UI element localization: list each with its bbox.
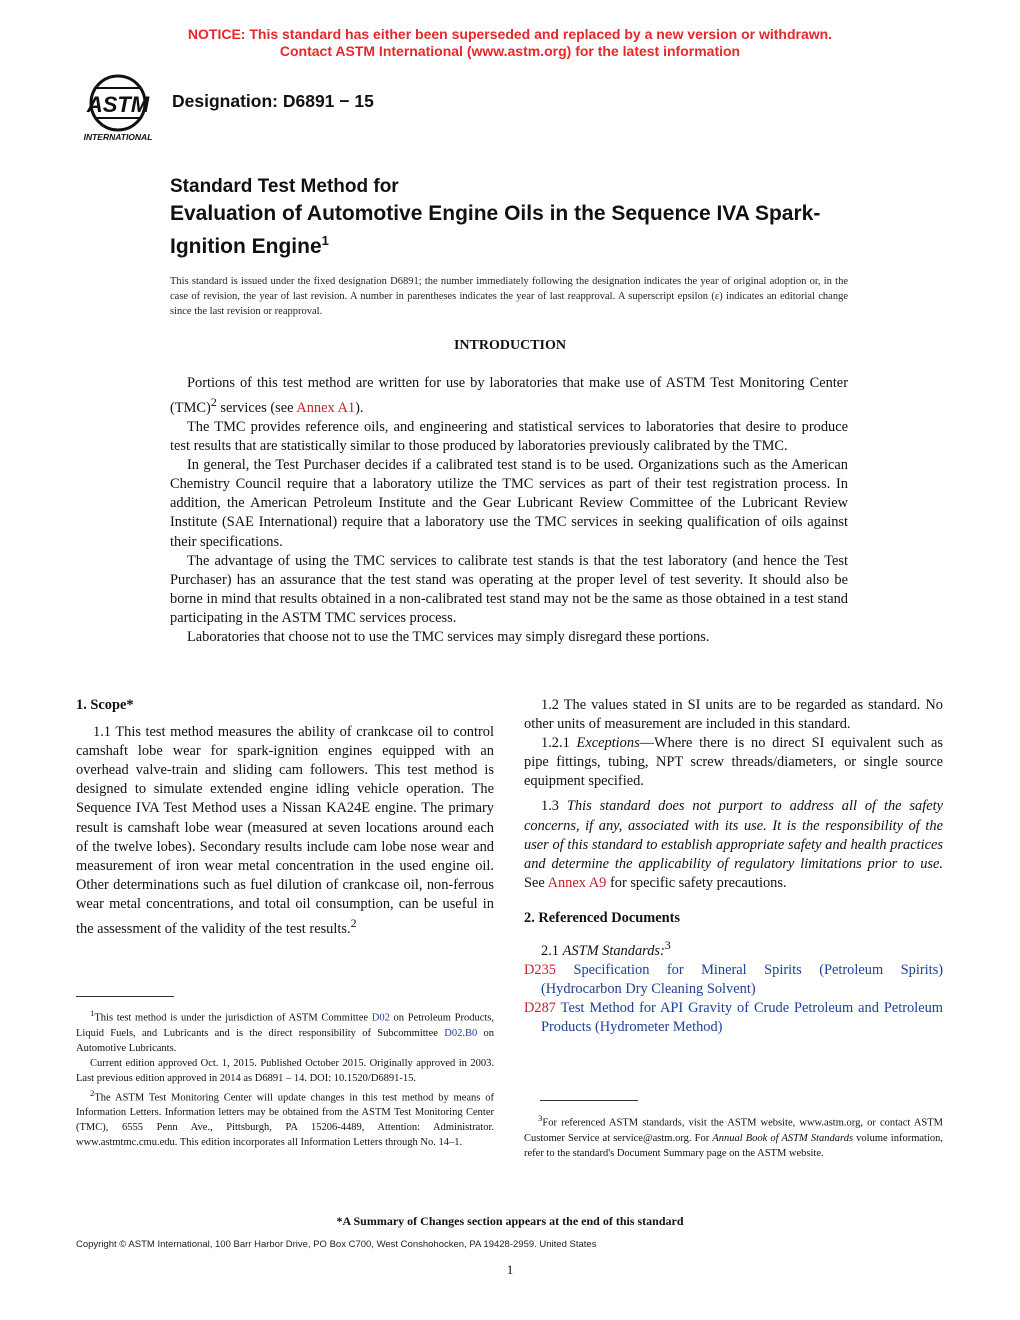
footnotes-left: [76, 1006, 494, 1150]
footnote-1-text-2: on Petroleum Products, Liquid Fuels, and Lubricants and is the direct responsibility of Subcommittee: [76, 1012, 494, 1039]
section-1-3: [524, 797, 943, 892]
footnote-3-marker: 3: [538, 1113, 543, 1123]
section-1-2: 1.2 The values stated in SI units are to be regarded as standard. No other units of measurement are included in this standard.: [524, 697, 943, 733]
section-1-1: [76, 723, 494, 939]
intro-paragraph: In general, the Test Purchaser decides if a calibrated test stand is to be used. Organizations such as the American Chemistry Council require that a laboratory utilize the TMC services as part of their test registration process. In addition, the American Petroleum Institute and the Gear Lubricant Review Committee of the Lubricant Review Institute (SAE International) require that a laboratory use the TMC services in seeking qualification of oils against their specifications.: [170, 457, 848, 550]
logo-text: ASTM: [86, 92, 150, 117]
footnote-divider: [540, 1100, 638, 1101]
intro-paragraph: The advantage of using the TMC services to calibrate test stands is that the test laboratory (and hence the Test Purchaser) has an assurance that the test stand was operating at the proper level of test severity. It should also be borne in mind that results obtained in a non-calibrated test stand may not be the same as those obtained in a test stand participating in the ASTM TMC services process.: [170, 552, 848, 626]
introduction-body: [170, 374, 848, 647]
footnote-ref-3[interactable]: 3: [664, 938, 671, 953]
copyright-line: Copyright © ASTM International, 100 Barr Harbor Drive, PO Box C700, West Conshohocken, PA 19428-2959. United States: [76, 1239, 597, 1250]
footnote-3-text: For referenced ASTM standards, visit the ASTM website, www.astm.org, or contact ASTM Customer Service at service@astm.org. For: [524, 1117, 943, 1144]
section-1-3-text-2: for specific safety precautions.: [606, 874, 787, 891]
intro-paragraph: The TMC provides reference oils, and engineering and statistical services to laboratories that desire to produce test results that are statistically similar to those produced by laboratories previously calibrated by the TMC.: [170, 418, 848, 455]
subcommittee-d02-b0-link[interactable]: D02.B0: [444, 1027, 478, 1039]
annual-book-title: Annual Book of ASTM Standards: [712, 1132, 854, 1144]
footnote-3-text-2: volume information, refer to the standard's Document Summary page on the ASTM website.: [524, 1132, 943, 1159]
section-1-3-text: See: [524, 874, 548, 891]
withdrawal-notice: [0, 26, 1020, 60]
title-text: Evaluation of Automotive Engine Oils in the Sequence IVA Spark-Ignition Engine: [170, 202, 821, 258]
footnote-1: [76, 1006, 494, 1056]
title-footnote-ref[interactable]: 1: [321, 233, 329, 248]
summary-of-changes-note: *A Summary of Changes section appears at the end of this standard: [336, 1214, 684, 1228]
reference-title[interactable]: Test Method for API Gravity of Crude Petroleum and Petroleum Products (Hydrometer Method): [541, 1000, 943, 1036]
footnote-2-text: The ASTM Test Monitoring Center will update changes in this test method by means of Information Letters. Information letters may be obtained from the ASTM Test Monitoring Center (TMC), 6555 Penn Ave., Pittsburgh, PA 15206-4489, Attention: Administrator. www.astmtmc.cmu.edu. This edition incorporates all Information Letters through No. 14–1.: [76, 1092, 494, 1148]
title-line-1: Standard Test Method for: [170, 176, 399, 197]
introduction-heading: INTRODUCTION: [453, 338, 566, 353]
intro-paragraph: Laboratories that choose not to use the TMC services may simply disregard these portions.: [187, 629, 710, 646]
left-column: [76, 696, 494, 939]
footnote-1-text: This test method is under the jurisdiction of ASTM Committee: [94, 1012, 372, 1024]
footnote-1-edition: Current edition approved Oct. 1, 2015. Published October 2015. Originally approved in 2003. Last previous edition approved in 2014 as D6891 – 14. DOI: 10.1520/D6891-15.: [76, 1057, 494, 1084]
referenced-documents-heading: 2. Referenced Documents: [524, 909, 680, 926]
astm-logo: [74, 72, 164, 144]
notice-line-2: Contact ASTM International (www.astm.org) for the latest information: [279, 43, 741, 59]
intro-p1-text-2: services (see: [216, 399, 297, 416]
annex-a1-link[interactable]: Annex A1: [296, 399, 356, 416]
page-number: 1: [506, 1262, 514, 1277]
section-1-2-1: [524, 734, 943, 791]
notice-line-1: NOTICE: This standard has either been superseded and replaced by a new version or withdrawn.: [187, 26, 833, 42]
footnote-divider: [76, 996, 174, 997]
footnote-1-marker: 1: [90, 1008, 95, 1018]
committee-d02-link[interactable]: D02: [371, 1012, 390, 1024]
designation: Designation: D6891 − 15: [172, 91, 374, 111]
title-line-2: [170, 200, 870, 260]
logo-subtext: INTERNATIONAL: [83, 132, 153, 142]
section-1-1-text: 1.1 This test method measures the ability of crankcase oil to control camshaft lobe wear for spark-ignition engines equipped with an overhead valve-train and sliding cam followers. This test method is designed to simulate extended engine idling vehicle operation. The Sequence IVA Test Method uses a Nissan KA24E engine. The primary result is camshaft lobe wear (measured at seven locations around each of the twelve lobes). Secondary results include cam lobe nose wear and measurement of iron wear metal concentration in the used engine oil. Other determinations such as fuel dilution of crankcase oil, non-ferrous wear metal concentrations, and total oil consumption, can be useful in the assessment of the validity of the test results.: [76, 724, 494, 937]
section-1-3-number: 1.3: [541, 798, 567, 815]
section-1-2-1-number: 1.2.1: [541, 735, 577, 752]
right-column: [524, 696, 943, 1037]
reference-code[interactable]: D235: [524, 961, 556, 978]
footnote-ref-2[interactable]: 2: [350, 916, 357, 931]
reference-code[interactable]: D287: [524, 1000, 556, 1017]
footnote-2-marker: 2: [90, 1087, 95, 1098]
footnotes-right: [524, 1111, 943, 1161]
exceptions-label: Exceptions: [576, 735, 640, 752]
section-2-1-number: 2.1: [541, 942, 563, 959]
footnote-3: [524, 1111, 943, 1161]
section-1-2-1-text: —Where there is no direct SI equivalent such as pipe fittings, tubing, NPT screw threads/diameters, or single source equipment specified.: [524, 735, 943, 790]
reference-list: [524, 961, 943, 1037]
footnote-ref-2[interactable]: 2: [210, 395, 217, 410]
astm-standards-label: ASTM Standards:: [562, 942, 665, 959]
intro-p1-text: Portions of this test method are written for use by laboratories that make use of ASTM Test Monitoring Center (TMC): [170, 375, 848, 416]
safety-statement: This standard does not purport to address all of the safety concerns, if any, associated with its use. It is the responsibility of the user of this standard to establish appropriate safety and health practices and determine the applicability of regulatory limitations prior to use.: [524, 798, 943, 872]
scope-heading: 1. Scope*: [76, 697, 134, 713]
reference-title[interactable]: Specification for Mineral Spirits (Petroleum Spirits) (Hydrocarbon Dry Cleaning Solvent): [541, 961, 943, 998]
issue-note: This standard is issued under the fixed designation D6891; the number immediately following the designation indicates the year of original adoption or, in the case of revision, the year of last revision. A number in parentheses indicates the year of last reapproval. A superscript epsilon (ε) indicates an editorial change since the last revision or reapproval.: [170, 276, 848, 317]
reference-item[interactable]: [524, 999, 943, 1037]
intro-paragraph: [170, 374, 848, 418]
reference-item[interactable]: [524, 961, 943, 999]
intro-p1-text-3: ).: [355, 399, 364, 416]
annex-a9-link[interactable]: Annex A9: [547, 874, 607, 891]
section-2-1: [524, 936, 943, 961]
footnote-2: [76, 1086, 494, 1151]
footnote-1-text-3: on Automotive Lubricants.: [76, 1027, 495, 1054]
